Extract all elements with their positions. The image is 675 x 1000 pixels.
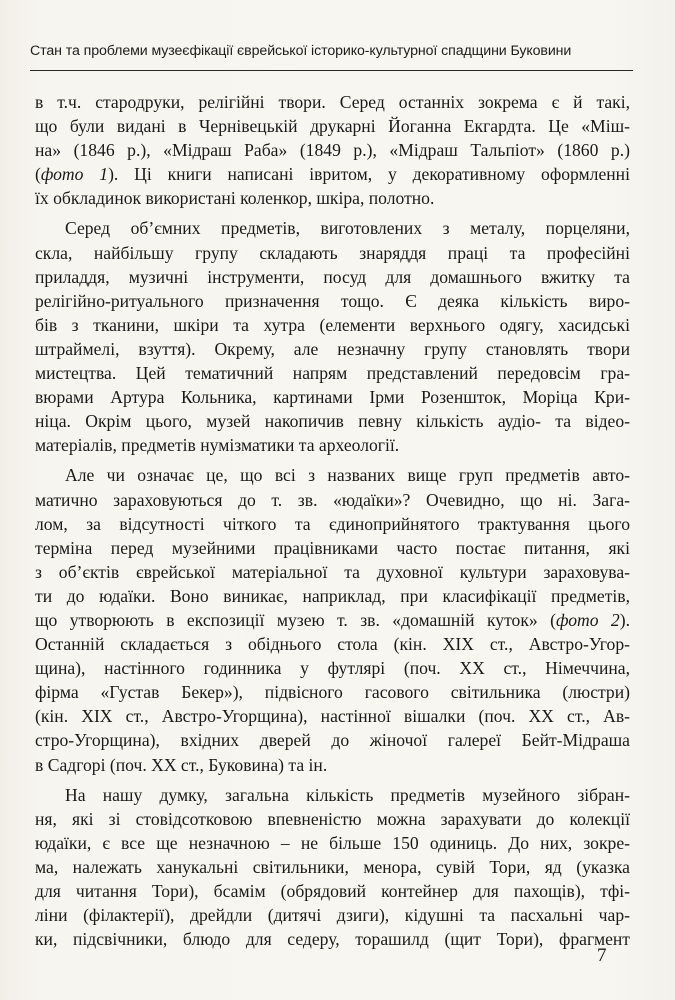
text-line: для читання Тори), бсамім (обрядовий контейнер для пахощів), тфі- [35, 881, 630, 901]
text-line: (фото 1). Ці книги написані івритом, у декоративному оформленні [35, 164, 630, 185]
text-line: в т.ч. стародруки, релігійні твори. Серед останніх зокрема є й такі, [35, 92, 630, 112]
text-line: юдаїки, є все ще незначною – не більше 150 одиниць. До них, зокре- [35, 832, 630, 853]
text-line: релігійно-ритуального призначення тощо. Є деяка кількість виро- [35, 290, 630, 311]
text-line: штраймелі, взуття). Окрему, але незначну групу становлять твори [35, 338, 630, 359]
text-line: щина), настінного годинника у футлярі (поч. XX ст., Німеччина, [35, 658, 630, 679]
text-line: з об’єктів єврейської матеріальної та духовної культури зараховува- [35, 561, 630, 582]
text-line: приладдя, музичні інструменти, посуд для домашнього вжитку та [35, 266, 630, 287]
text-line: що були видані в Чернівецькій друкарні Йоганна Екгардта. Це «Міш- [35, 116, 630, 137]
text-line: На нашу думку, загальна кількість предметів музейного зібран- [65, 784, 630, 805]
text-line: ніца. Окрім цього, музей накопичив певну кількість аудіо- та відео- [35, 411, 630, 432]
text-line: матично зараховуються до т. зв. «юдаїки»? Очевидно, що ні. Зага- [35, 489, 630, 510]
text-line: терміна перед музейними працівниками часто постає питання, які [35, 537, 630, 558]
text-line: ки, підсвічники, блюдо для седеру, торашилд (щит Тори), фрагмент [35, 929, 630, 950]
text-line: Серед об’ємних предметів, виготовлених з металу, порцеляни, [65, 218, 630, 239]
header-rule [30, 70, 633, 71]
text-line: вюрами Артура Кольника, картинами Ірми Розеншток, Моріца Кри- [35, 387, 630, 408]
running-header: Стан та проблеми музеєфікації єврейської історико-культурної спадщини Буковини [30, 43, 572, 59]
text-line: бів з тканини, шкіри та хутра (елементи верхнього одягу, хасидські [35, 314, 630, 335]
page-number: 7 [597, 945, 607, 966]
text-line: скла, найбільшу групу складають знаряддя праці та професійні [35, 242, 630, 263]
text-line: Останній складається з обіднього стола (кін. XIX ст., Австро-Угор- [35, 634, 630, 655]
paragraph-1 [35, 90, 630, 210]
text-line: лом, за відсутності чіткого та єдиноприйнятого трактування цього [35, 513, 630, 534]
body-text [35, 90, 630, 957]
paragraph-2 [35, 216, 630, 457]
text-line: стро-Угорщина), вхідних дверей до жіночої галереї Бейт-Мідраша [35, 730, 630, 751]
text-line: їх обкладинок використані коленкор, шкіра, полотно. [35, 188, 435, 209]
paragraph-4 [35, 783, 630, 952]
text-line: що утворюють в експозиції музею т. зв. «домашній куток» (фото 2). [35, 609, 630, 630]
text-line: мистецтва. Цей тематичний напрям представлений передовсім гра- [35, 363, 630, 384]
text-line: ліни (філактерії), дрейдли (дитячі дзиги), кідушні та пасхальні чар- [35, 905, 630, 926]
text-line: ти до юдаїки. Воно виникає, наприклад, при класифікації предметів, [35, 585, 630, 606]
text-line: на» (1846 р.), «Мідраш Раба» (1849 р.), «Мідраш Тальпіот» (1860 р.) [35, 140, 630, 161]
text-line: Але чи означає це, що всі з названих вище груп предметів авто- [65, 465, 630, 486]
text-line: ма, належать ханукальні світильники, менора, сувій Тори, яд (указка [35, 856, 630, 877]
text-line: матеріалів, предметів нумізматики та археології. [35, 435, 400, 456]
text-line: (кін. XIX ст., Австро-Угорщина), настінної вішалки (поч. XX ст., Ав- [35, 706, 630, 727]
text-line: фірма «Густав Бекер»), підвісного гасового світильника (люстри) [35, 682, 630, 703]
paragraph-3 [35, 463, 630, 776]
text-line: ня, які зі стовідсотковою впевненістю можна зарахувати до колекції [35, 808, 630, 829]
text-line: в Садгорі (поч. XX ст., Буковина) та ін. [35, 754, 328, 775]
